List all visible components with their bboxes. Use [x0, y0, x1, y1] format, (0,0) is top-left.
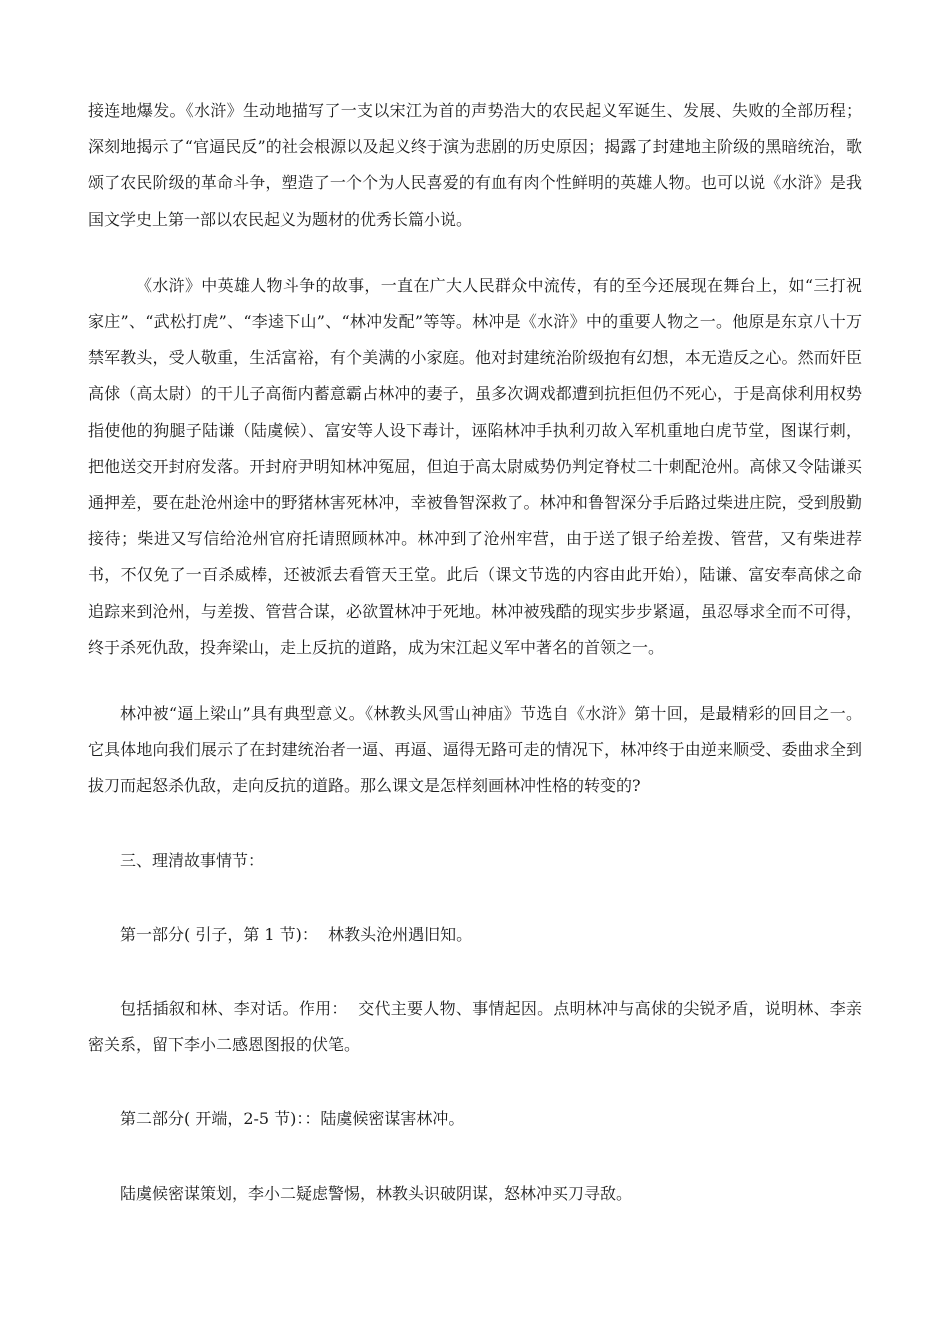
document-page [88, 93, 862, 1212]
paragraph-uprising-summary: 接连地爆发。《水浒》生动地描写了一支以宋江为首的声势浩大的农民起义军诞生、发展、失败的全部历程；深刻地揭示了“官逼民反”的社会根源以及起义终于演为悲剧的历史原因；揭露了封建地主阶级的黑暗统治，歌颂了农民阶级的革命斗争，塑造了一个个为人民喜爱的有血有肉个性鲜明的英雄人物。也可以说《水浒》是我国文学史上第一部以农民起义为题材的优秀长篇小说。 [88, 101, 862, 229]
part-two-heading: 第二部分( 开端，2-5 节)：：陆虞候密谋害林冲。 [120, 1109, 465, 1129]
part-one-heading: 第一部分( 引子，第 1 节)： 林教头沧州遇旧知。 [120, 924, 473, 944]
part-two-description: 陆虞候密谋策划，李小二疑虑警惕，林教头识破阴谋，怒林冲买刀寻敌。 [120, 1183, 633, 1203]
part-one-description: 包括插叙和林、李对话。作用： 交代主要人物、事情起因。点明林冲与高俅的尖锐矛盾，说明林、李亲密关系，留下李小二感恩图报的伏笔。 [88, 999, 862, 1055]
paragraph-forced-to-liangshan: 林冲被“逼上梁山”具有典型意义。《林教头风雪山神庙》节选自《水浒》第十回，是最精彩的回目之一。它具体地向我们展示了在封建统治者一逼、再逼、逼得无路可走的情况下，林冲终于由逆来顺受、委曲求全到拔刀而起怒杀仇敌，走向反抗的道路。那么课文是怎样刻画林冲性格的转变的? [88, 704, 862, 796]
section-heading-plot: 三、理清故事情节： [120, 850, 265, 870]
paragraph-lin-chong-background: 《水浒》中英雄人物斗争的故事，一直在广大人民群众中流传，有的至今还展现在舞台上，如“三打祝家庄”、“武松打虎”、“李逵下山”、“林冲发配”等等。林冲是《水浒》中的重要人物之一。他原是东京八十万禁军教头，受人敬重，生活富裕，有个美满的小家庭。他对封建统治阶级抱有幻想，本无造反之心。然而奸臣高俅（高太尉）的干儿子高衙内蓄意霸占林冲的妻子，虽多次调戏都遭到抗拒但仍不死心，于是高俅利用权势指使他的狗腿子陆谦（陆虞候）、富安等人设下毒计，诬陷林冲手执利刃故入军机重地白虎节堂，图谋行刺，把他送交开封府发落。开封府尹明知林冲冤屈，但迫于高太尉威势仍判定脊杖二十刺配沧州。高俅又令陆谦买通押差，要在赴沧州途中的野猪林害死林冲，幸被鲁智深救了。林冲和鲁智深分手后路过柴进庄院，受到殷勤接待；柴进又写信给沧州官府托请照顾林冲。林冲到了沧州牢营，由于送了银子给差拨、管营，又有柴进荐书，不仅免了一百杀威棒，还被派去看管天王堂。此后（课文节选的内容由此开始），陆谦、富安奉高俅之命追踪来到沧州，与差拨、管营合谋，必欲置林冲于死地。林冲被残酷的现实步步紧逼，虽忍辱求全而不可得，终于杀死仇敌，投奔梁山，走上反抗的道路，成为宋江起义军中著名的首领之一。 [88, 275, 862, 657]
